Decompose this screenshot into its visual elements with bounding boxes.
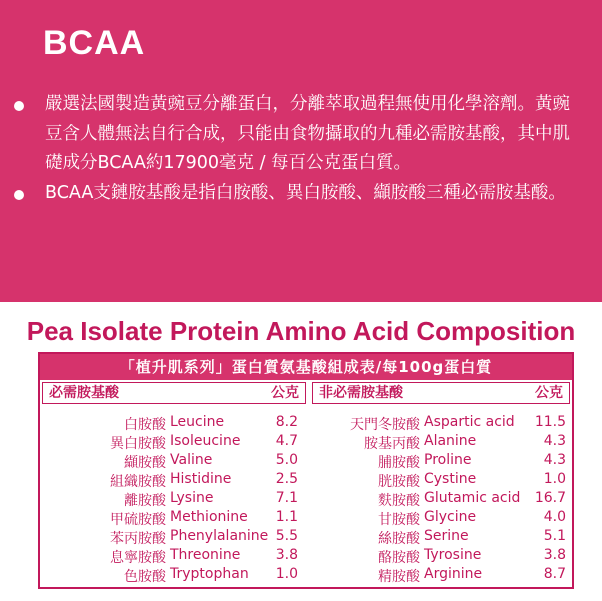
amino-acid-chinese-name: 天門冬胺酸: [350, 417, 420, 433]
table-row: [42, 490, 306, 509]
nonessential-rows: [312, 414, 570, 585]
amino-acid-english-name: Lysine: [170, 490, 214, 506]
amino-acid-value: 5.0: [275, 452, 298, 468]
amino-acid-english-name: Methionine: [170, 509, 248, 525]
amino-acid-value: 4.3: [543, 452, 566, 468]
amino-acid-chinese-name: 麩胺酸: [378, 493, 420, 509]
table-row: [312, 490, 570, 509]
essential-rows: [42, 414, 306, 585]
table-row: [42, 452, 306, 471]
amino-acid-chinese-name: 精胺酸: [378, 569, 420, 585]
amino-acid-chinese-name: 甘胺酸: [378, 512, 420, 528]
amino-acid-english-name: Aspartic acid: [424, 414, 515, 430]
amino-acid-chinese-name: 甲硫胺酸: [110, 512, 166, 528]
amino-acid-chinese-name: 纈胺酸: [124, 455, 166, 471]
amino-acid-english-name: Tryptophan: [170, 566, 249, 582]
essential-column: [42, 382, 306, 587]
amino-acid-english-name: Alanine: [424, 433, 477, 449]
amino-acid-chinese-name: 胺基丙酸: [364, 436, 420, 452]
amino-acid-chinese-name: 苯丙胺酸: [110, 531, 166, 547]
table-row: [312, 566, 570, 585]
bullet-text: 嚴選法國製造黃豌豆分離蛋白，分離萃取過程無使用化學溶劑。黃豌豆含人體無法自行合成，只能由食物攝取的九種必需胺基酸，其中肌礎成分BCAA約17900毫克 / 每百公克蛋白質。: [45, 94, 570, 173]
amino-acid-chinese-name: 異白胺酸: [110, 436, 166, 452]
table-row: [312, 547, 570, 566]
nonessential-header-label: 非必需胺基酸: [319, 385, 403, 401]
bullet-dot-icon: [14, 101, 24, 111]
amino-acid-english-name: Cystine: [424, 471, 477, 487]
amino-acid-chinese-name: 胱胺酸: [378, 474, 420, 490]
table-row: [42, 433, 306, 452]
amino-acid-value: 3.8: [275, 547, 298, 563]
amino-acid-value: 5.1: [543, 528, 566, 544]
amino-acid-chinese-name: 組織胺酸: [110, 474, 166, 490]
table-row: [42, 509, 306, 528]
bullet-dot-icon: [14, 190, 24, 200]
table-row: [312, 509, 570, 528]
amino-acid-value: 11.5: [534, 414, 566, 430]
table-caption: 「植升肌系列」蛋白質氨基酸組成表/每100g蛋白質: [40, 354, 572, 380]
amino-acid-english-name: Leucine: [170, 414, 225, 430]
amino-acid-value: 2.5: [275, 471, 298, 487]
amino-acid-english-name: Isoleucine: [170, 433, 241, 449]
amino-acid-chinese-name: 酪胺酸: [378, 550, 420, 566]
amino-acid-english-name: Threonine: [170, 547, 241, 563]
table-row: [42, 547, 306, 566]
amino-acid-value: 4.0: [543, 509, 566, 525]
table-row: [312, 414, 570, 433]
amino-acid-chinese-name: 色胺酸: [124, 569, 166, 585]
amino-acid-english-name: Arginine: [424, 566, 483, 582]
table-row: [42, 566, 306, 585]
bullet-item: [0, 90, 602, 179]
table-row: [42, 414, 306, 433]
amino-acid-value: 1.0: [543, 471, 566, 487]
essential-unit-label: 公克: [271, 385, 299, 401]
table-row: [312, 471, 570, 490]
amino-acid-english-name: Glutamic acid: [424, 490, 521, 506]
amino-acid-chinese-name: 脯胺酸: [378, 455, 420, 471]
amino-acid-english-name: Histidine: [170, 471, 232, 487]
amino-acid-value: 8.2: [275, 414, 298, 430]
amino-acid-chinese-name: 白胺酸: [124, 417, 166, 433]
amino-acid-english-name: Glycine: [424, 509, 477, 525]
amino-acid-value: 4.3: [543, 433, 566, 449]
composition-heading: Pea Isolate Protein Amino Acid Composition: [26, 316, 576, 346]
table-row: [42, 471, 306, 490]
nonessential-unit-label: 公克: [535, 385, 563, 401]
amino-acid-english-name: Proline: [424, 452, 472, 468]
table-row: [312, 528, 570, 547]
bullet-text: BCAA支鏈胺基酸是指白胺酸、異白胺酸、纈胺酸三種必需胺基酸。: [45, 182, 566, 203]
table-row: [312, 452, 570, 471]
amino-acid-value: 1.0: [275, 566, 298, 582]
amino-acid-chinese-name: 息寧胺酸: [110, 550, 166, 566]
nonessential-column: [312, 382, 570, 587]
amino-acid-value: 5.5: [275, 528, 298, 544]
amino-acid-english-name: Valine: [170, 452, 213, 468]
bullet-list: [0, 90, 602, 208]
amino-acid-value: 7.1: [275, 490, 298, 506]
amino-acid-chinese-name: 離胺酸: [124, 493, 166, 509]
table-row: [42, 528, 306, 547]
nonessential-header: [312, 382, 570, 404]
amino-acid-value: 4.7: [275, 433, 298, 449]
amino-acid-value: 8.7: [543, 566, 566, 582]
essential-header-label: 必需胺基酸: [49, 385, 119, 401]
amino-acid-value: 1.1: [275, 509, 298, 525]
table-row: [312, 433, 570, 452]
amino-acid-value: 3.8: [543, 547, 566, 563]
amino-acid-value: 16.7: [534, 490, 566, 506]
amino-acid-table: [38, 352, 574, 589]
amino-acid-english-name: Tyrosine: [424, 547, 482, 563]
essential-header: [42, 382, 306, 404]
banner-title: BCAA: [43, 24, 146, 62]
amino-acid-english-name: Phenylalanine: [170, 528, 269, 544]
table-columns: [40, 382, 572, 587]
amino-acid-chinese-name: 絲胺酸: [378, 531, 420, 547]
bullet-item: [0, 179, 602, 209]
amino-acid-english-name: Serine: [424, 528, 469, 544]
